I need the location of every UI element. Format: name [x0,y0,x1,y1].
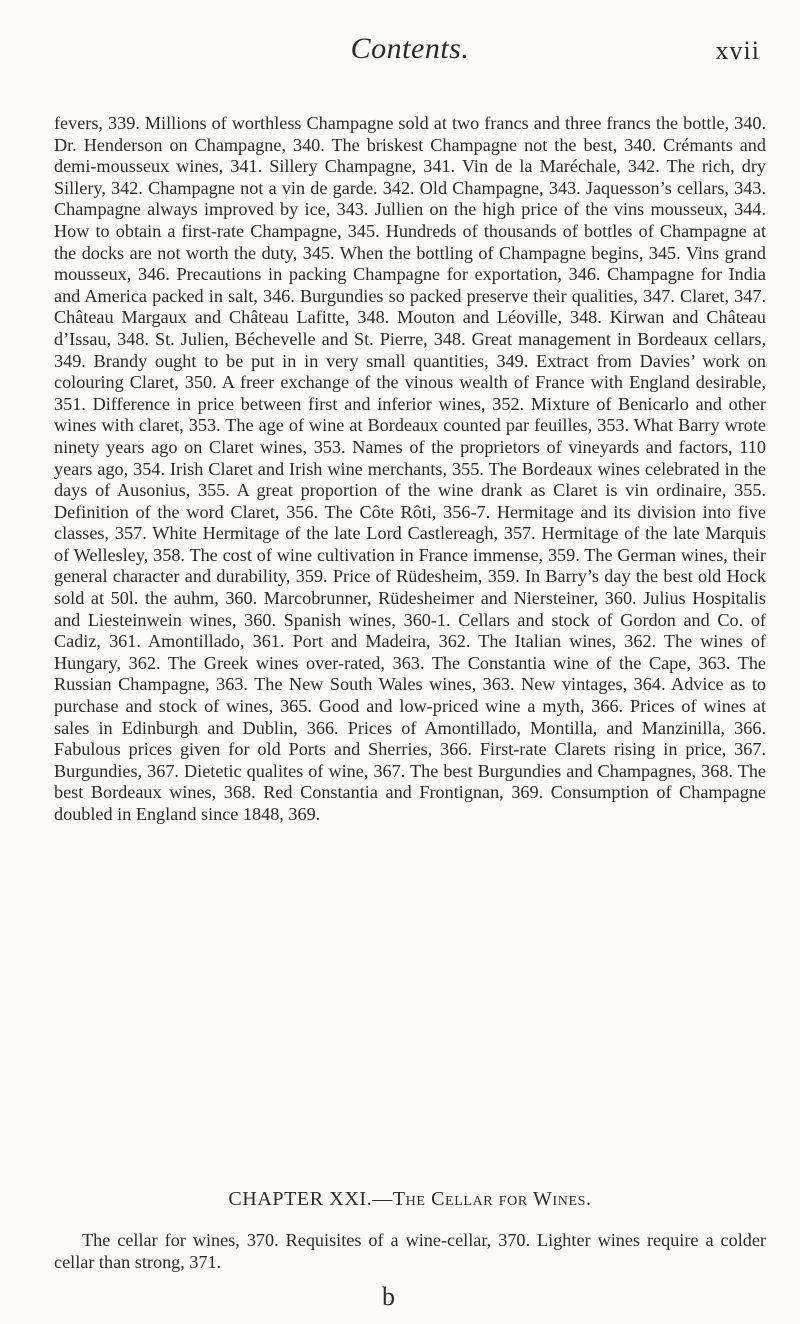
chapter-summary: The cellar for wines, 370. Requisites of a wine-cellar, 370. Lighter wines require a colder cellar than strong, 371. [54,1230,766,1272]
running-title: Contents. [350,32,470,65]
contents-paragraph: fevers, 339. Millions of worthless Champagne sold at two francs and three francs the bottle, 340. Dr. Henderson on Champagne, 340. The briskest Champagne not the best, 340. Crémants and demi-mousseux wines, 341. Sillery Champagne, 341. Vin de la Maréchale, 342. The rich, dry Sillery, 342. Champagne not a vin de garde. 342. Old Champagne, 343. Jaquesson’s cellars, 343. Champagne always improved by ice, 343. Jullien on the high price of the vins mousseux, 344. How to obtain a first-rate Champagne, 345. Hundreds of thousands of bottles of Champagne at the docks are not worth the duty, 345. When the bottling of Champagne begins, 345. Vins grand mousseux, 346. Precautions in packing Champagne for exportation, 346. Champagne for India and America packed in salt, 346. Burgundies so packed preserve their qualities, 347. Claret, 347. Château Margaux and Château Lafitte, 348. Mouton and Léoville, 348. Kirwan and Château d’Issau, 348. St. Julien, Béchevelle and St. Pierre, 348. Great management in Bordeaux cellars, 349. Brandy ought to be put in in very small quantities, 349. Extract from Davies’ work on colouring Claret, 350. A freer exchange of the vinous wealth of France with England desirable, 351. Difference in price between first and inferior wines, 352. Mixture of Benicarlo and other wines with claret, 353. The age of wine at Bordeaux counted par feuilles, 353. What Barry wrote ninety years ago on Claret wines, 353. Names of the proprietors of vineyards and factors, 110 years ago, 354. Irish Claret and Irish wine merchants, 355. The Bordeaux wines celebrated in the days of Ausonius, 355. A great proportion of the wine drank as Claret is vin ordinaire, 355. Definition of the word Claret, 356. The Côte Rôti, 356-7. Hermitage and its division into five classes, 357. White Hermitage of the late Lord Castlereagh, 357. Hermitage of the late Marquis of Wellesley, 358. The cost of wine cultivation in France immense, 359. The German wines, their general character and durability, 359. Price of Rüdesheim, 359. In Barry’s day the best old Hock sold at 50l. the auhm, 360. Marcobrunner, Rüdesheimer and Niersteiner, 360. Julius Hospitalis and Liesteinwein wines, 360. Spanish wines, 360-1. Cellars and stock of Gordon and Co. of Cadiz, 361. Amontillado, 361. Port and Madeira, 362. The Italian wines, 362. The wines of Hungary, 362. The Greek wines over-rated, 363. The Constantia wine of the Cape, 363. The Russian Champagne, 363. The New South Wales wines, 363. New vintages, 364. Advice as to purchase and stock of wines, 365. Good and low-priced wine a myth, 366. Prices of wines at sales in Edinburgh and Dublin, 366. Prices of Amontillado, Montilla, and Manzinilla, 366. Fabulous prices given for old Ports and Sherries, 366. First-rate Clarets rising in price, 367. Burgundies, 367. Dietetic qualites of wine, 367. The best Burgundies and Champagnes, 368. The best Bordeaux wines, 368. Red Constantia and Frontignan, 369. Consumption of Champagne doubled in England since 1848, 369. [54,113,766,824]
running-head [60,28,760,68]
chapter-separator: — [372,1188,393,1210]
page-number: xvii [715,36,760,65]
signature-mark: b [382,1282,395,1311]
chapter-heading [54,1188,766,1211]
chapter-title: The Cellar for Wines. [392,1188,592,1210]
chapter-number: CHAPTER XXI. [228,1188,373,1210]
